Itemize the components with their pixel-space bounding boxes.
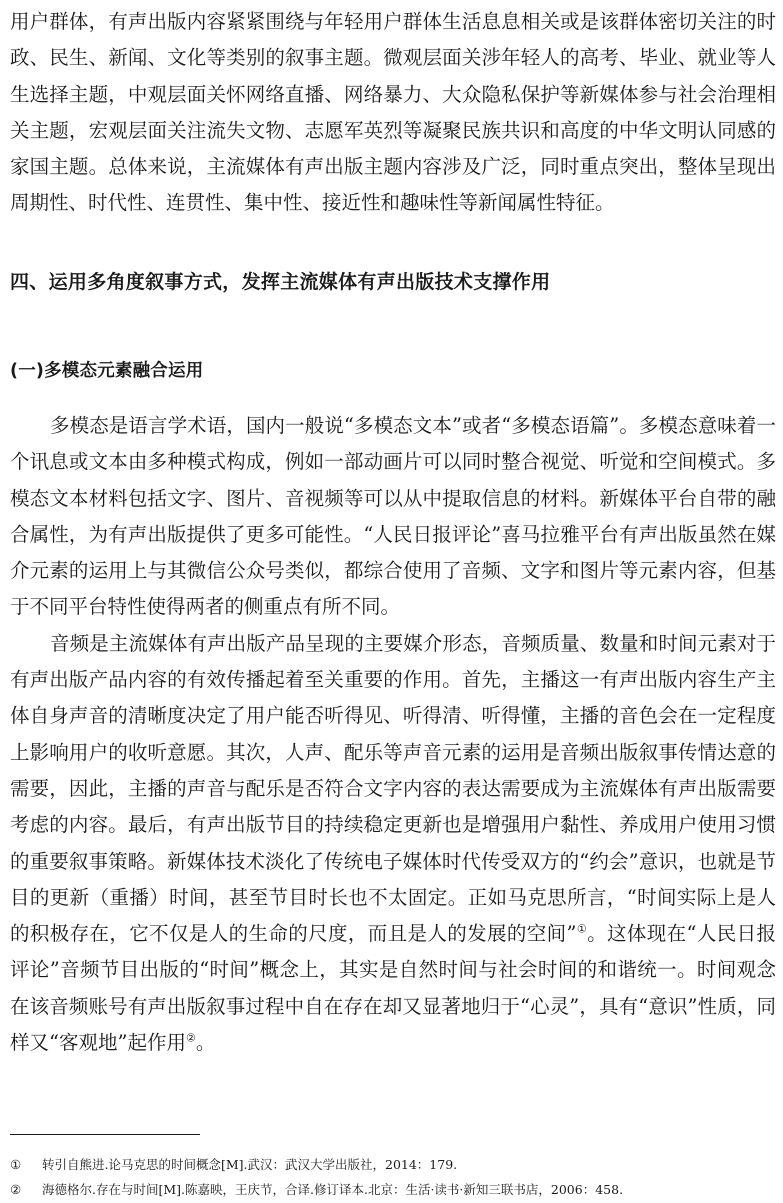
paragraph-themes: 用户群体，有声出版内容紧紧围绕与年轻用户群体生活息息相关或是该群体密切关注的时政、民生、新闻、文化等类别的叙事主题。微观层面关涉年轻人的高考、毕业、就业等人生选择主题，中观层面关怀网络直播、网络暴力、大众隐私保护等新媒体参与社会治理相关主题，宏观层面关注流失文物、志愿军英烈等凝聚民族共识和高度的中华文明认同感的家国主题。总体来说，主流媒体有声出版主题内容涉及广泛，同时重点突出，整体呈现出周期性、时代性、连贯性、集中性、接近性和趣味性等新闻属性特征。 bbox=[10, 10, 776, 215]
paragraph-audio-text-1: 音频是主流媒体有声出版产品呈现的主要媒介形态，音频质量、数量和时间元素对于有声出版产品内容的有效传播起着至关重要的作用。首先，主播这一有声出版内容生产主体自身声音的清晰度决定了用户能否听得见、听得清、听得懂，主播的音色会在一定程度上影响用户的收听意愿。其次，人声、配乐等声音元素的运用是音频出版叙事传情达意的需要，因此，主播的声音与配乐是否符合文字内容的表达需要成为主流媒体有声出版需要考虑的内容。最后，有声出版节目的持续稳定更新也是增强用户黏性、养成用户使用习惯的重要叙事策略。新媒体技术淡化了传统电子媒体时代传受双方的“约会”意识，也就是节目的更新（重播）时间，甚至节目时长也不太固定。正如马克思所言，“时间实际上是人的积极存在，它不仅是人的生命的尺度，而且是人的发展的空间” bbox=[10, 631, 776, 946]
footnotes bbox=[10, 1152, 776, 1202]
footnote-mark: ② bbox=[10, 1182, 22, 1197]
footnote-item bbox=[10, 1152, 776, 1177]
footnote-item bbox=[10, 1177, 776, 1202]
footnote-ref-2[interactable]: ② bbox=[185, 1031, 196, 1045]
intro-block bbox=[10, 0, 776, 222]
body-block bbox=[10, 408, 776, 1061]
footnote-text: 转引自熊进.论马克思的时间概念[M].武汉：武汉大学出版社，2014：179. bbox=[42, 1157, 458, 1172]
paragraph-audio-text-3: 。 bbox=[195, 1031, 216, 1055]
section-heading: 四、运用多角度叙事方式，发挥主流媒体有声出版技术支撑作用 bbox=[10, 271, 551, 293]
subsection-heading: (一)多模态元素融合运用 bbox=[10, 361, 204, 381]
paragraph-audio bbox=[10, 626, 776, 1062]
footnote-mark: ① bbox=[10, 1157, 22, 1172]
footnote-text: 海德格尔.存在与时间[M].陈嘉映，王庆节，合译.修订译本.北京：生活·读书·新知三联书店，2006：458. bbox=[42, 1182, 624, 1197]
paragraph-audio-text-2: 。这体现在“人民日报评论”音频节目出版的“时间”概念上，其实是自然时间与社会时间的和谐统一。时间观念在该音频账号有声出版叙事过程中自在存在却又显著地归于“心灵”，具有“意识”性质，同样又“客观地”起作用 bbox=[10, 922, 776, 1055]
paragraph-multimodal: 多模态是语言学术语，国内一般说“多模态文本”或者“多模态语篇”。多模态意味着一个讯息或文本由多种模式构成，例如一部动画片可以同时整合视觉、听觉和空间模式。多模态文本材料包括文字、图片、音视频等可以从中提取信息的材料。新媒体平台自带的融合属性，为有声出版提供了更多可能性。“人民日报评论”喜马拉雅平台有声出版虽然在媒介元素的运用上与其微信公众号类似，都综合使用了音频、文字和图片等元素内容，但基于不同平台特性使得两者的侧重点有所不同。 bbox=[10, 414, 776, 619]
footnote-divider bbox=[10, 1134, 200, 1135]
footnote-ref-1[interactable]: ① bbox=[576, 922, 588, 936]
